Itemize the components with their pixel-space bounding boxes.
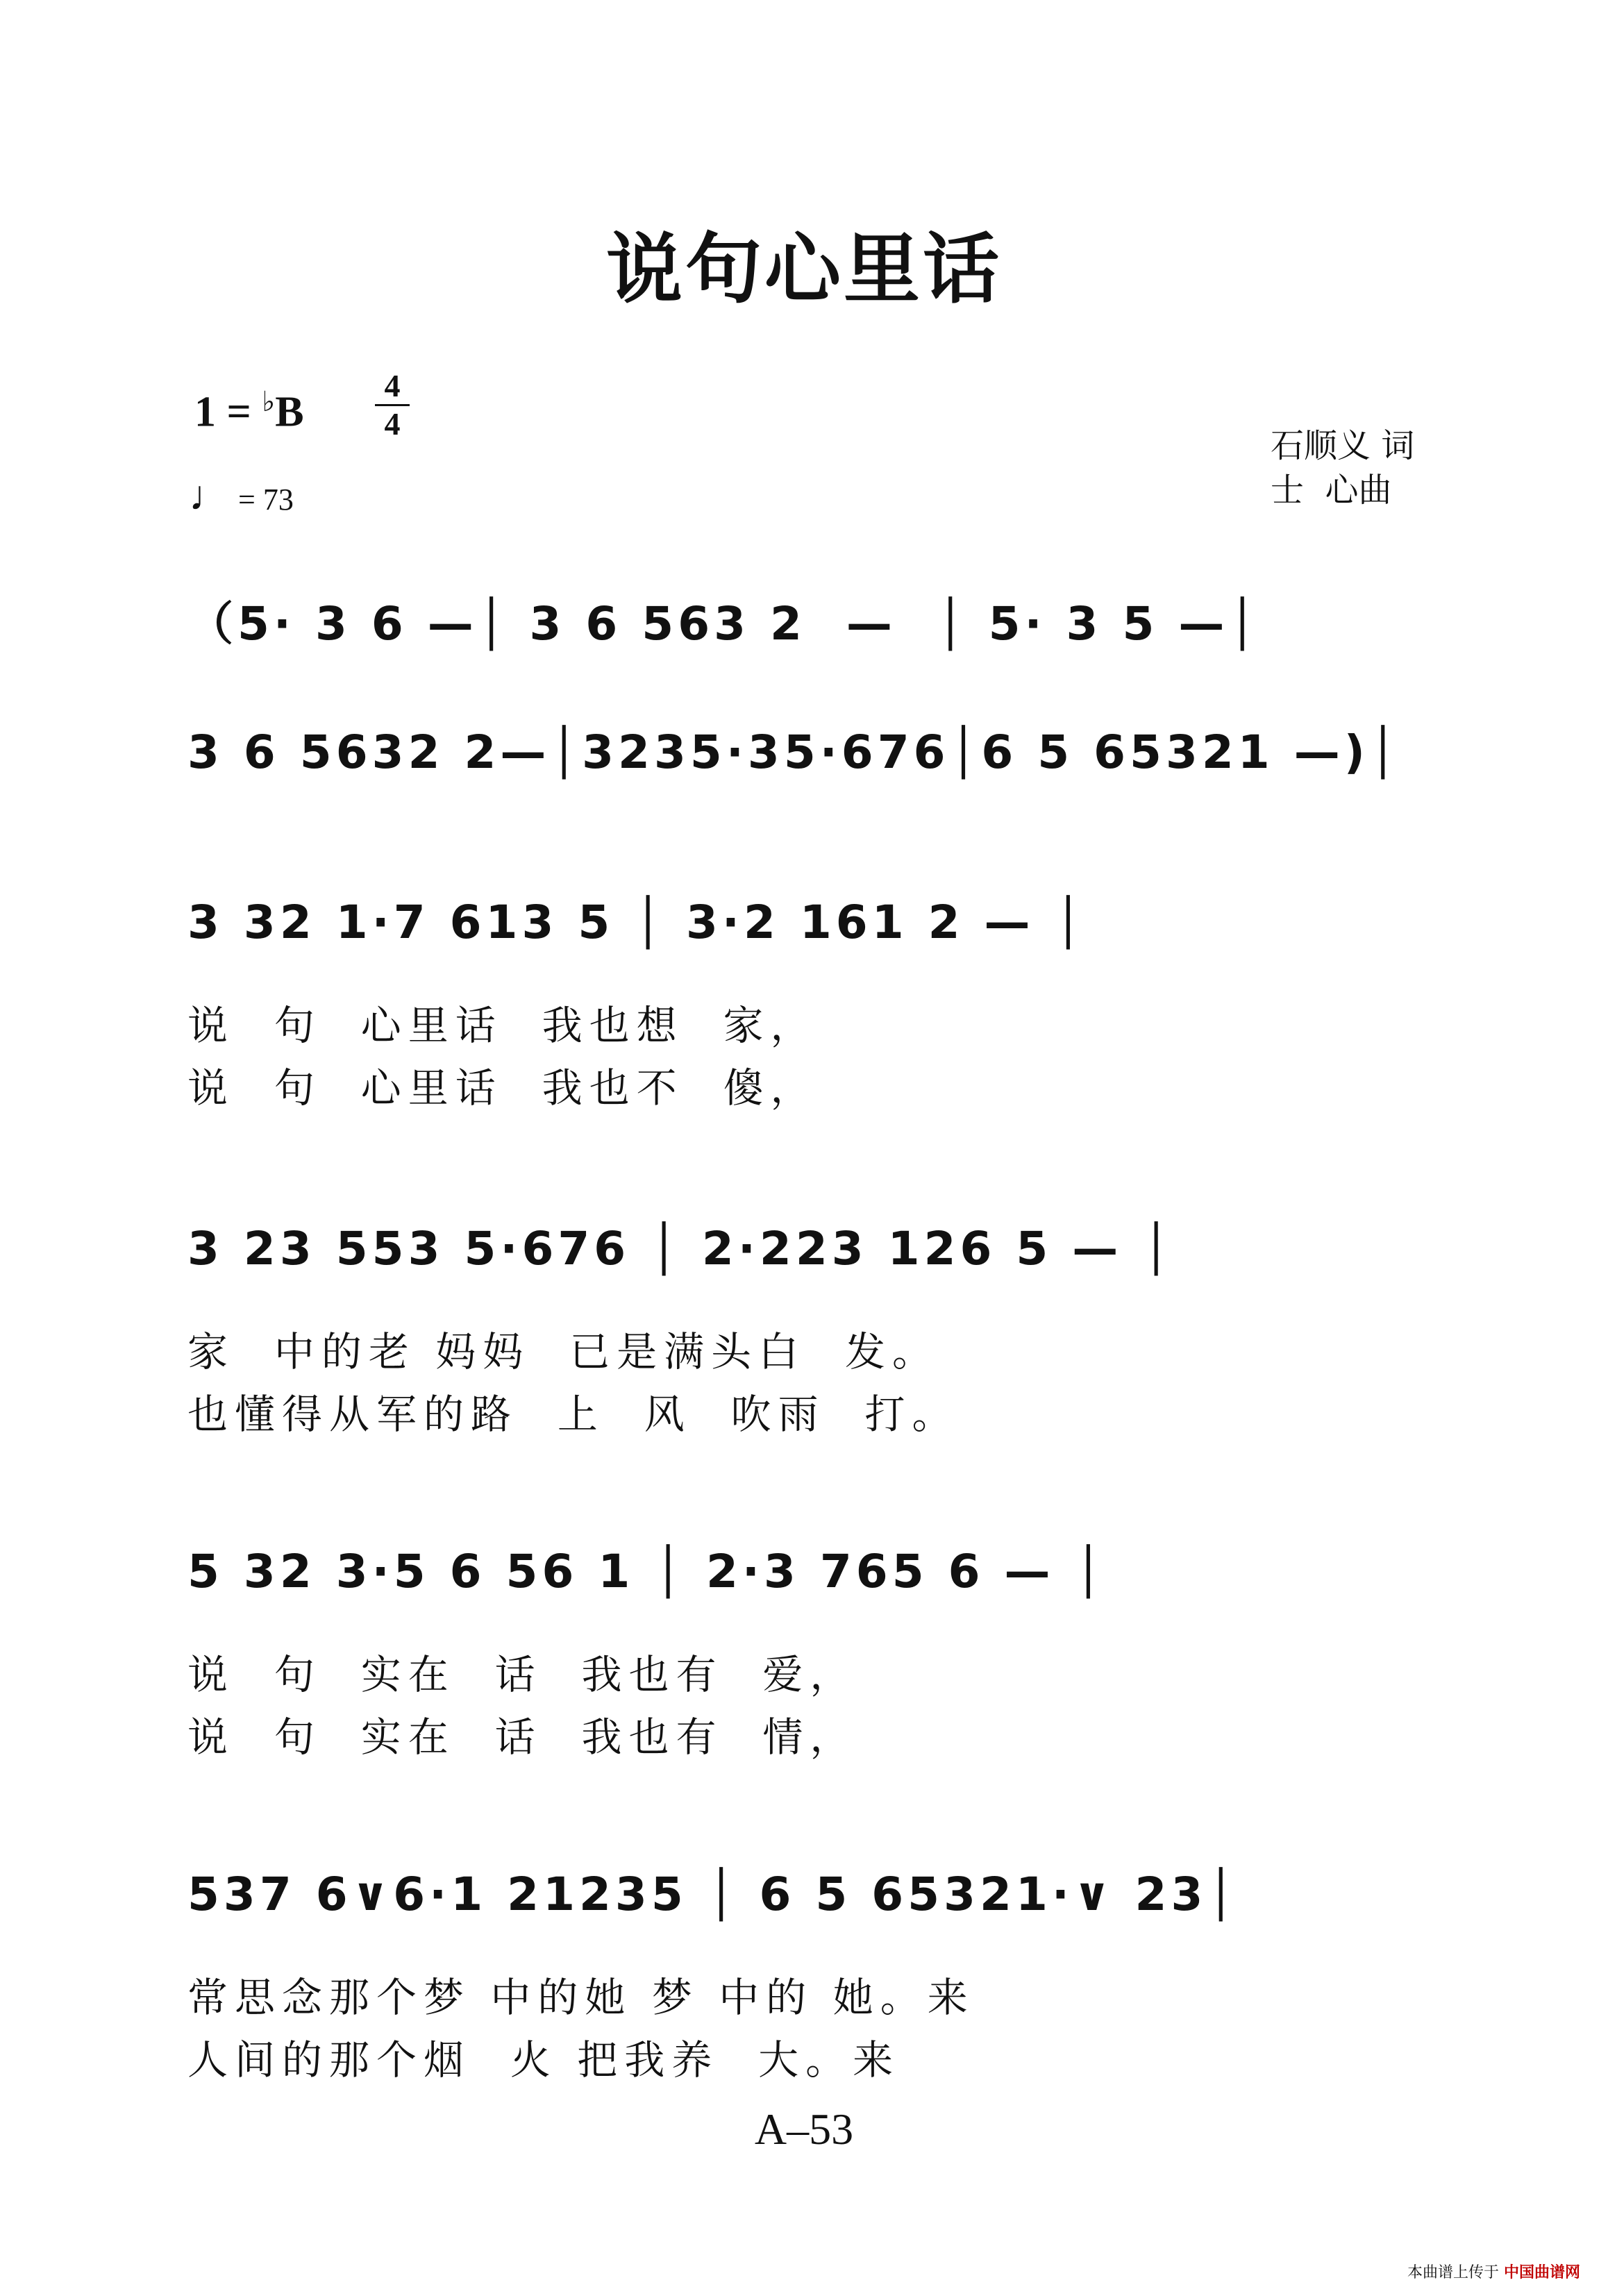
lyric-line-4b: 也懂得从军的路 上 风 吹雨 打。 <box>187 1391 960 1438</box>
lyric-line-5b: 说 句 实在 话 我也有 情， <box>187 1713 857 1761</box>
footer-credit <box>1407 2261 1580 2282</box>
notation-line-4: 3 23 553 5·676 │ 2·223 126 5 — │ <box>187 1222 1175 1275</box>
notation-line-3: 3 32 1·7 613 5 │ 3·2 161 2 — │ <box>187 896 1087 949</box>
time-signature <box>375 368 410 442</box>
credits <box>1271 424 1414 512</box>
lyric-line-3b: 说 句 心里话 我也不 傻， <box>187 1064 818 1112</box>
page-number: A–53 <box>754 2104 854 2154</box>
notation-line-2: 3 6 5632 2—│3235·35·676│6 5 65321 —)│ <box>187 726 1401 779</box>
time-signature-top: 4 <box>384 368 401 403</box>
quarter-note-icon: ♩ <box>189 473 231 519</box>
lyric-line-3a: 说 句 心里话 我也想 家， <box>187 1002 818 1049</box>
notation-line-1: （5· 3 6 —│ 3 6 563 2 — │ 5· 3 5 —│ <box>187 597 1261 651</box>
lyricist-credit: 石顺义 词 <box>1271 426 1415 465</box>
notation-line-6: 537 6∨6·1 21235 │ 6 5 65321·∨ 23│ <box>187 1868 1239 1921</box>
notation-line-5: 5 32 3·5 6 56 1 │ 2·3 765 6 — │ <box>187 1545 1107 1598</box>
lyric-line-6b: 人间的那个烟 火 把我养 大。来 <box>187 2036 901 2084</box>
tempo-marking <box>189 472 294 520</box>
lyric-line-4a: 家 中的老 妈妈 已是满头白 发。 <box>187 1328 940 1375</box>
footer-brand: 中国曲谱网 <box>1503 2264 1580 2281</box>
time-signature-bottom: 4 <box>375 404 410 442</box>
key-signature <box>194 385 304 437</box>
tempo-value: = 73 <box>238 483 294 517</box>
key-note: B <box>275 388 304 436</box>
composer-credit: 士 心曲 <box>1271 471 1392 510</box>
lyric-line-5a: 说 句 实在 话 我也有 爱， <box>187 1651 857 1698</box>
song-title: 说句心里话 <box>606 225 1002 314</box>
footer-text: 本曲谱上传于 <box>1407 2264 1499 2281</box>
key-prefix: 1 = <box>194 388 251 436</box>
flat-sign: ♭ <box>262 386 276 417</box>
lyric-line-6a: 常思念那个梦 中的她 梦 中的 她。来 <box>187 1974 975 2021</box>
